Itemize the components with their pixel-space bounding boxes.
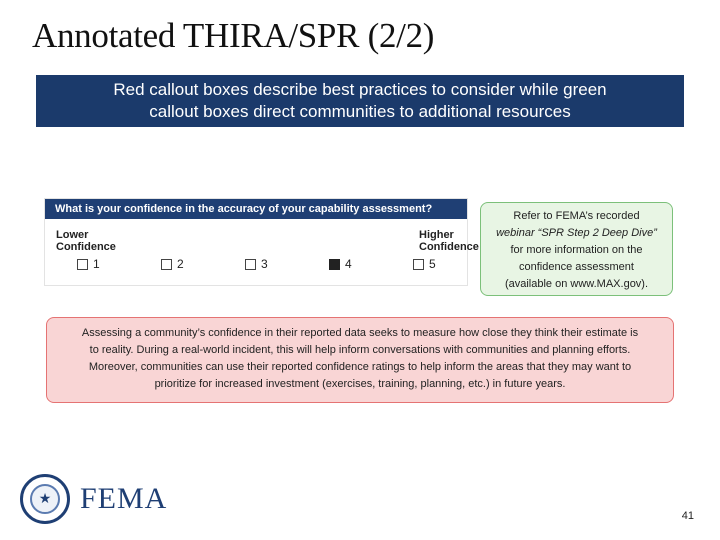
confidence-option-3[interactable]: 3 [245,257,268,271]
green-resource-callout [480,202,673,296]
checkbox-1[interactable] [77,259,88,270]
red-line-4: prioritize for increased investment (exercises, training, planning, etc.) in future years. [154,378,566,390]
fema-logo [20,474,167,524]
confidence-options [45,251,467,277]
confidence-option-4[interactable]: 4 [329,257,352,271]
fema-wordmark: FEMA [80,482,168,515]
instruction-banner [36,75,684,127]
lower-confidence-label: Lower Confidence [56,229,116,253]
confidence-option-5[interactable]: 5 [413,257,436,271]
checkbox-5[interactable] [413,259,424,270]
banner-line-1: Red callout boxes describe best practices to consider while green [113,80,607,99]
checkbox-2[interactable] [161,259,172,270]
green-line-2: webinar “SPR Step 2 Deep Dive” [496,227,657,239]
confidence-option-1[interactable]: 1 [77,257,100,271]
red-line-3: Moreover, communities can use their reported confidence ratings to help inform the areas that they may want to [88,361,632,373]
higher-confidence-label: Higher Confidence [419,229,479,253]
green-line-3: for more information on the [510,244,643,256]
green-line-5: (available on www.MAX.gov). [504,278,649,290]
question-header: What is your confidence in the accuracy of your capability assessment? [45,199,467,219]
slide-title: Annotated THIRA/SPR (2/2) [32,16,435,55]
red-line-1: Assessing a community’s confidence in their reported data seeks to measure how close they think their estimate is [81,327,639,339]
red-line-2: to reality. During a real-world incident, this will help inform conversations with communities and planning efforts. [89,344,631,356]
checkbox-3[interactable] [245,259,256,270]
confidence-option-2[interactable]: 2 [161,257,184,271]
confidence-question-card [44,198,479,286]
page-number: 41 [681,510,694,522]
dhs-seal-icon [20,474,70,524]
green-line-1: Refer to FEMA’s recorded [513,210,640,222]
red-best-practice-callout [46,317,674,403]
checkbox-4[interactable] [329,259,340,270]
banner-line-2: callout boxes direct communities to additional resources [149,102,571,121]
green-line-4: confidence assessment [519,261,634,273]
